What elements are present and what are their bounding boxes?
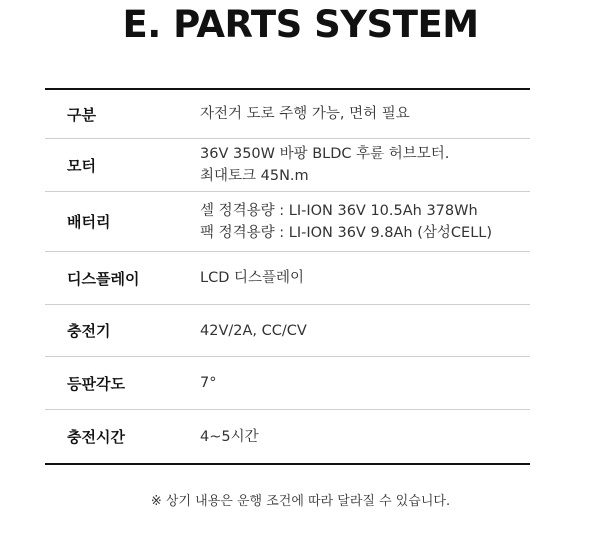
- spec-row-motor: [45, 139, 530, 192]
- spec-label: 충전시간: [67, 428, 125, 446]
- spec-value: [200, 426, 530, 448]
- spec-value: [200, 372, 530, 394]
- spec-label: 모터: [67, 156, 96, 175]
- spec-label: 구분: [67, 105, 96, 124]
- footnote: ※ 상기 내용은 운행 조건에 따라 달라질 수 있습니다.: [150, 494, 451, 509]
- spec-label: 등판각도: [67, 374, 125, 393]
- spec-table: [45, 88, 530, 465]
- spec-row-type: [45, 90, 530, 139]
- spec-row-display: [45, 252, 530, 305]
- spec-row-charger: [45, 305, 530, 357]
- spec-label: 디스플레이: [67, 269, 140, 288]
- spec-row-charge-time: [45, 410, 530, 465]
- page-title: E. PARTS SYSTEM: [122, 3, 479, 46]
- spec-value: [200, 267, 530, 289]
- spec-value-line: 7°: [200, 375, 217, 391]
- spec-value: [200, 200, 530, 244]
- spec-value: [200, 103, 530, 125]
- spec-value-line: 자전거 도로 주행 가능, 면허 필요: [200, 106, 410, 122]
- spec-value-line: 4~5시간: [200, 428, 259, 445]
- spec-value-line: 팩 정격용량 : LI-ION 36V 9.8Ah (삼성CELL): [200, 224, 493, 241]
- spec-row-battery: [45, 192, 530, 252]
- spec-label: 충전기: [67, 322, 111, 340]
- spec-value-line: LCD 디스플레이: [200, 270, 305, 286]
- spec-value: [200, 143, 530, 187]
- spec-row-climbing-angle: [45, 357, 530, 410]
- spec-label: 배터리: [67, 213, 111, 231]
- spec-value-line: 42V/2A, CC/CV: [200, 322, 307, 339]
- spec-value-line: 36V 350W 바팡 BLDC 후륜 허브모터.: [200, 146, 450, 162]
- spec-value-line: 최대토크 45N.m: [200, 168, 309, 184]
- spec-value: [200, 320, 530, 342]
- spec-value-line: 셀 정격용량 : LI-ION 36V 10.5Ah 378Wh: [200, 202, 478, 219]
